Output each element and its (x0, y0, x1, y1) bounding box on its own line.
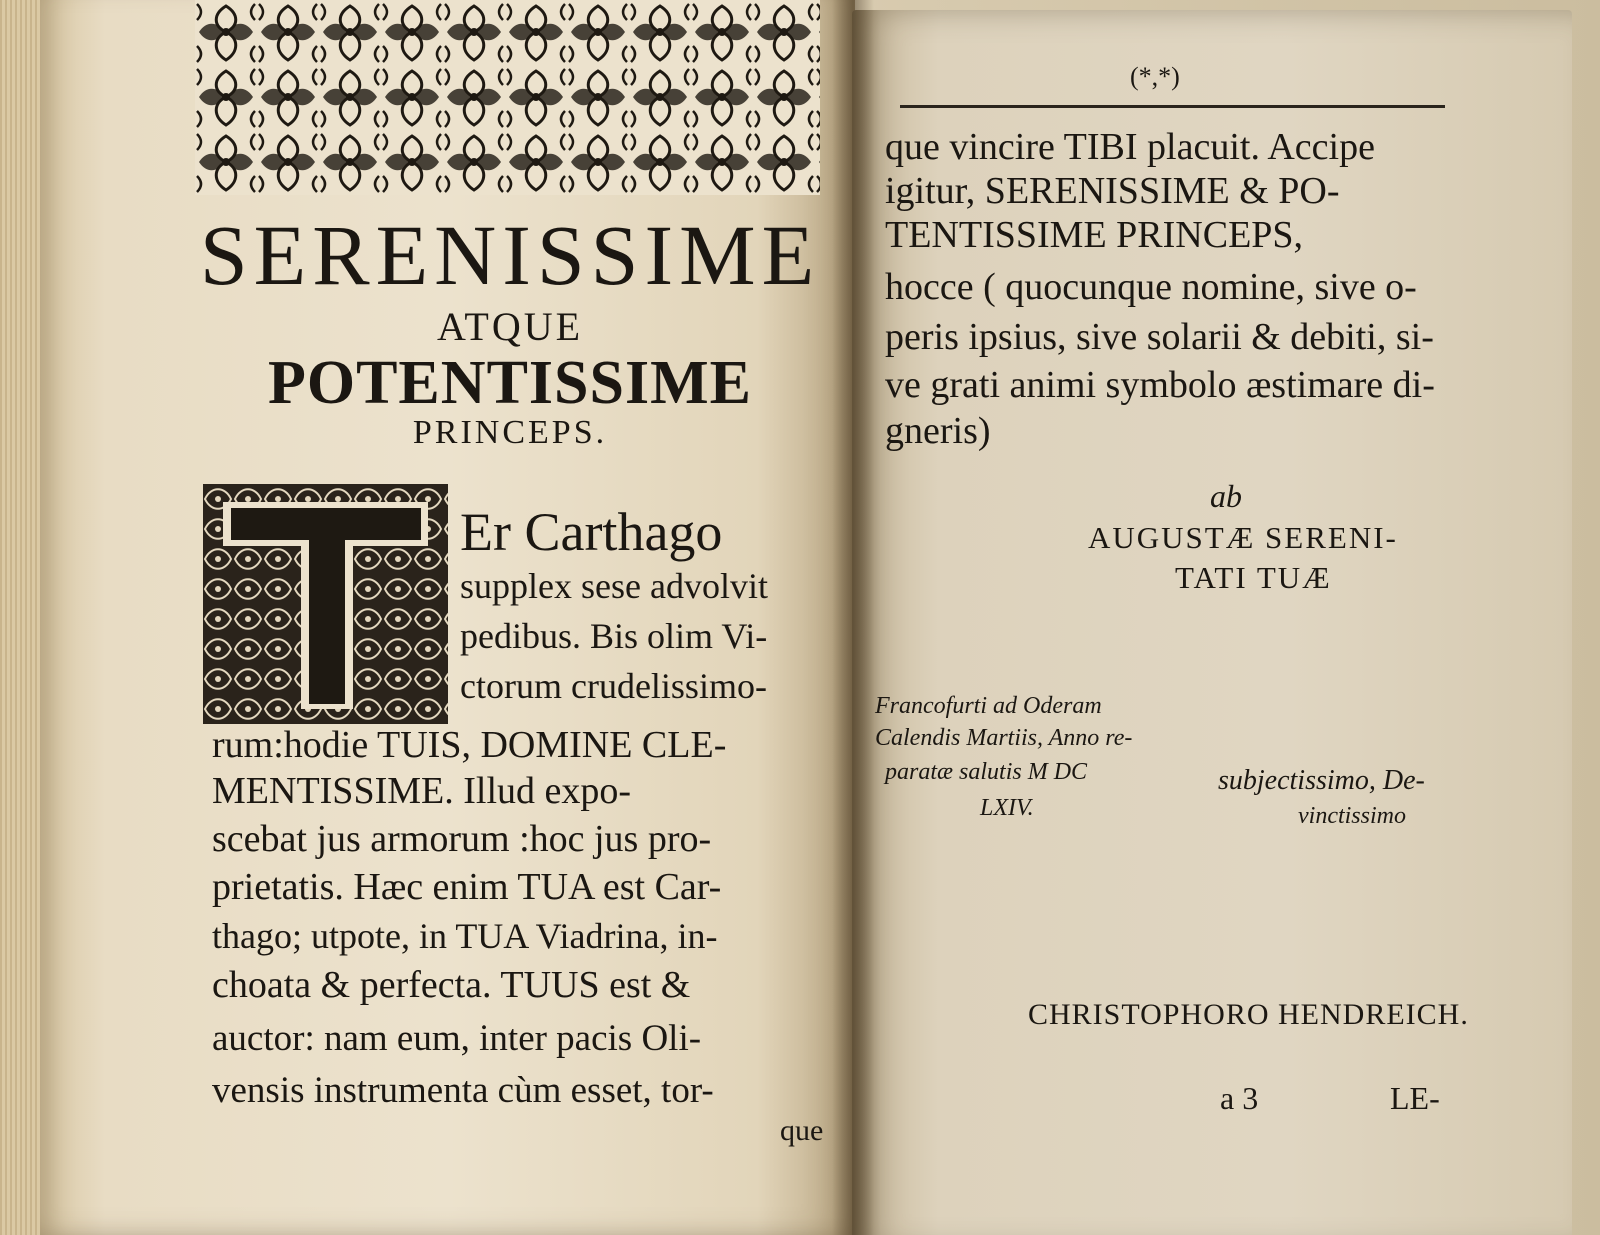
place-date-2: Calendis Martiis, Anno re- (875, 725, 1133, 751)
left-line-10: choata & perfecta. TUUS est & (212, 964, 691, 1006)
right-line-7: gneris) (885, 410, 991, 452)
signature-mark: a 3 (1220, 1080, 1259, 1116)
left-catchword: que (780, 1114, 824, 1147)
title-potentissime: POTENTISSIME (267, 349, 753, 417)
place-date-3: paratæ salutis M DC (885, 759, 1088, 785)
right-catchword: LE- (1390, 1080, 1440, 1116)
left-line-6: MENTISSIME. Illud expo- (212, 770, 632, 812)
right-line-3: TENTISSIME PRINCEPS, (885, 214, 1304, 256)
author-name: CHRISTOPHORO HENDREICH. (1028, 998, 1469, 1031)
left-line-11: auctor: nam eum, inter pacis Oli- (212, 1018, 702, 1059)
title-serenissime: SERENISSIME (199, 207, 821, 303)
subscription-2: vinctissimo (1298, 803, 1406, 829)
place-date-4: LXIV. (980, 795, 1034, 821)
right-line-2: igitur, SERENISSIME & PO- (885, 170, 1340, 212)
running-header-mark: (*,*) (1130, 62, 1180, 91)
header-rule (900, 105, 1445, 108)
closing-line-1: AUGUSTÆ SERENI- (1088, 520, 1398, 555)
left-line-3: pedibus. Bis olim Vi- (460, 616, 768, 656)
title-atque: ATQUE (436, 304, 584, 349)
left-line-8: prietatis. Hæc enim TUA est Car- (212, 866, 722, 908)
closing-line-2: TATI TUÆ (1175, 560, 1332, 595)
title-princeps: PRINCEPS. (412, 414, 608, 451)
closing-ab: ab (1210, 478, 1242, 514)
left-line-7: scebat jus armorum :hoc jus pro- (212, 818, 712, 860)
subscription-1: subjectissimo, De- (1218, 765, 1425, 796)
right-line-1: que vincire TIBI placuit. Accipe (885, 126, 1375, 168)
place-date-1: Francofurti ad Oderam (875, 693, 1102, 719)
left-line-9: thago; utpote, in TUA Viadrina, in- (212, 916, 718, 956)
left-line-2: supplex sese advolvit (460, 566, 768, 606)
right-line-4: hocce ( quocunque nomine, sive o- (885, 266, 1417, 308)
left-line-12: vensis instrumenta cùm esset, tor- (212, 1070, 714, 1111)
left-line-1: Er Carthago (460, 502, 723, 562)
right-line-6: ve grati animi symbolo æstimare di- (885, 364, 1435, 406)
left-line-4: ctorum crudelissimo- (460, 666, 767, 706)
decorated-initial-t (203, 484, 448, 724)
ornamental-headpiece (195, 0, 820, 195)
left-page-edges (0, 0, 40, 1235)
right-line-5: peris ipsius, sive solarii & debiti, si- (885, 316, 1434, 358)
left-line-5: rum:hodie TUIS, DOMINE CLE- (212, 724, 727, 766)
book-gutter (832, 0, 874, 1235)
